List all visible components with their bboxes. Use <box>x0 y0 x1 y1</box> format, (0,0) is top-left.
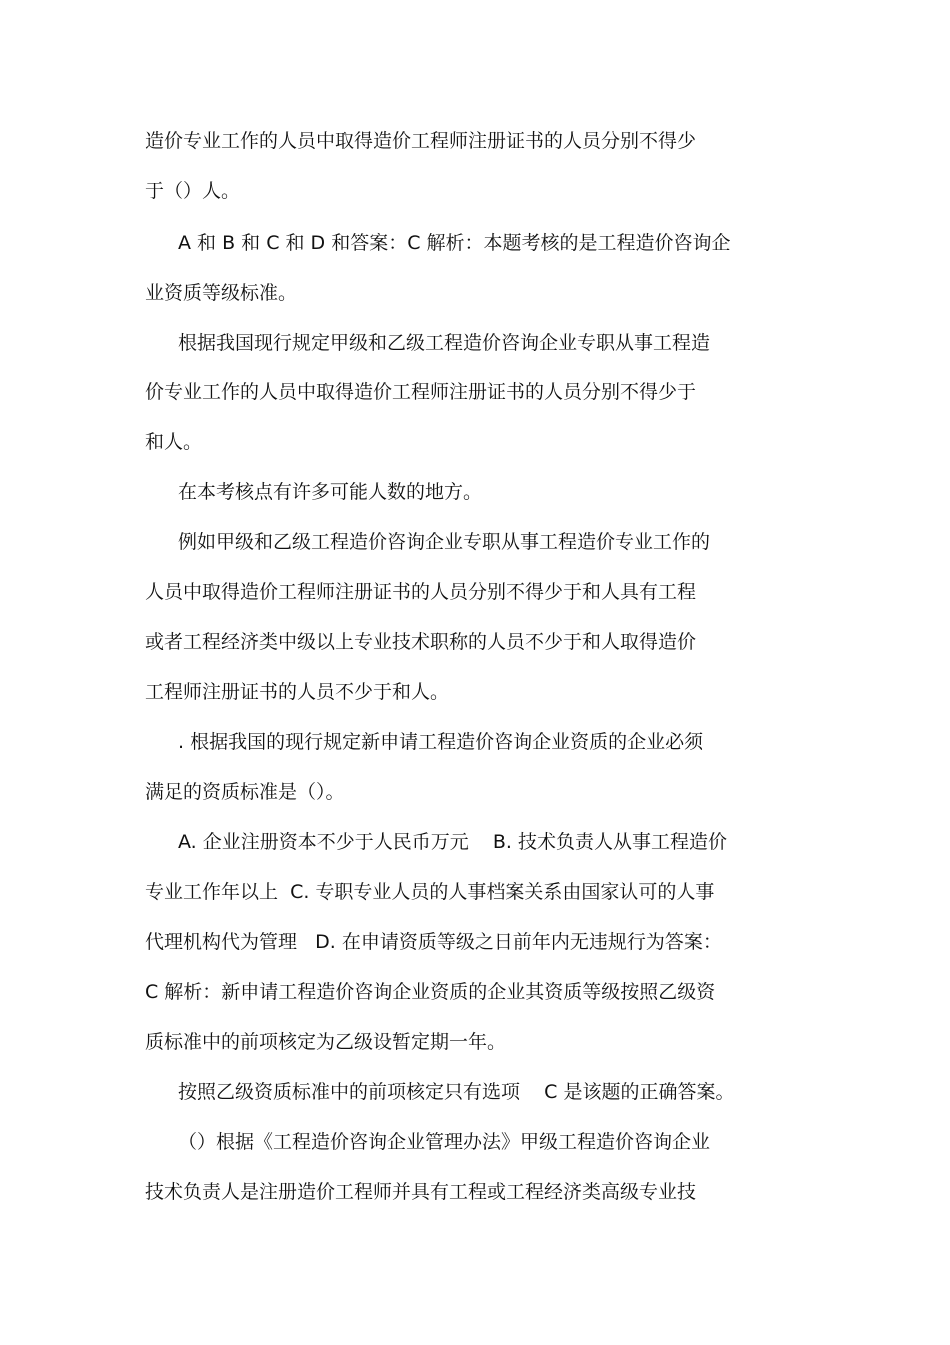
text-line-6: 价专业工作的人员中取得造价工程师注册证书的人员分别不得少于 <box>145 381 697 403</box>
text-line-13: . 根据我国的现行规定新申请工程造价咨询企业资质的企业必须 <box>178 731 704 753</box>
text-line-20: 按照乙级资质标准中的前项核定只有选项 C 是该题的正确答案。 <box>178 1081 735 1103</box>
text-line-9: 例如甲级和乙级工程造价咨询企业专职从事工程造价专业工作的 <box>178 531 711 553</box>
text-line-21: （）根据《工程造价咨询企业管理办法》甲级工程造价咨询企业 <box>178 1131 711 1153</box>
text-line-8: 在本考核点有许多可能人数的地方。 <box>178 481 483 503</box>
text-line-1: 造价专业工作的人员中取得造价工程师注册证书的人员分别不得少 <box>145 130 697 152</box>
text-line-16: 专业工作年以上 C. 专职专业人员的人事档案关系由国家认可的人事 <box>145 881 715 903</box>
text-line-3: A 和 B 和 C 和 D 和答案：C 解析：本题考核的是工程造价咨询企 <box>178 232 731 254</box>
text-line-5: 根据我国现行规定甲级和乙级工程造价咨询企业专职从事工程造 <box>178 332 711 354</box>
text-line-12: 工程师注册证书的人员不少于和人。 <box>145 681 450 703</box>
text-line-14: 满足的资质标准是（）。 <box>145 781 345 803</box>
text-line-11: 或者工程经济类中级以上专业技术职称的人员不少于和人取得造价 <box>145 631 697 653</box>
text-line-7: 和人。 <box>145 431 203 453</box>
text-line-19: 质标准中的前项核定为乙级设暂定期一年。 <box>145 1031 507 1053</box>
text-line-4: 业资质等级标准。 <box>145 282 298 304</box>
text-line-22: 技术负责人是注册造价工程师并具有工程或工程经济类高级专业技 <box>145 1181 697 1203</box>
text-line-17: 代理机构代为管理 D. 在申请资质等级之日前年内无违规行为答案： <box>145 931 722 953</box>
text-line-2: 于（）人。 <box>145 180 241 202</box>
text-line-15: A. 企业注册资本不少于人民币万元 B. 技术负责人从事工程造价 <box>178 831 728 853</box>
text-line-18: C 解析：新申请工程造价咨询企业资质的企业其资质等级按照乙级资 <box>145 981 716 1003</box>
text-line-10: 人员中取得造价工程师注册证书的人员分别不得少于和人具有工程 <box>145 581 697 603</box>
